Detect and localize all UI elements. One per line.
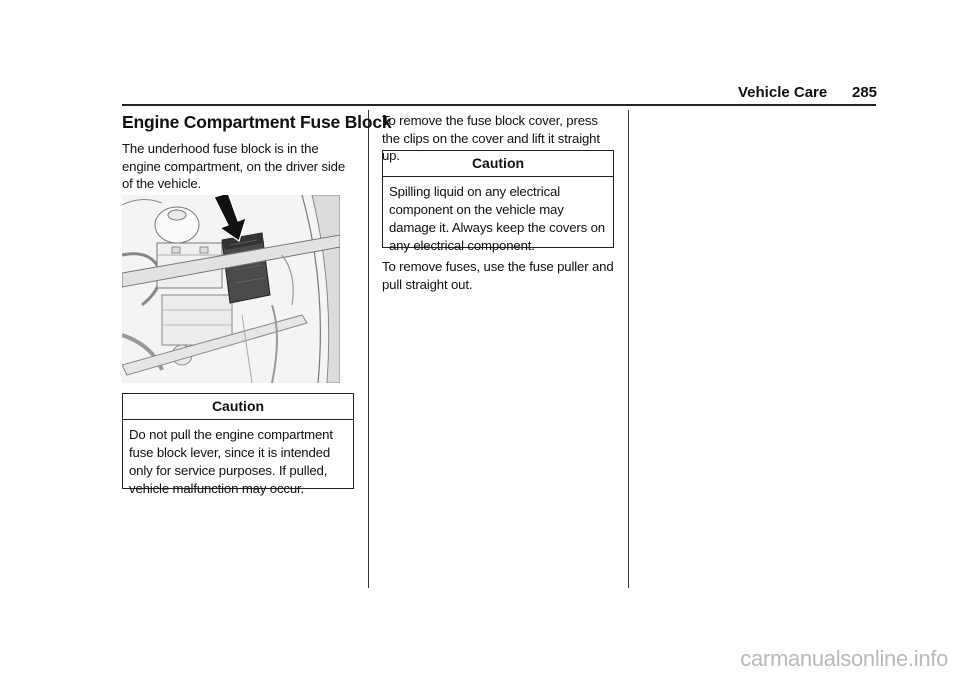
caution-title: Caution [123, 394, 353, 420]
remove-cover-paragraph: To remove the fuse block cover, press the clips on the cover and lift it straight up. [382, 113, 600, 163]
caution-text: Do not pull the engine compartment fuse block lever, since it is intended only for service purposes. If pulled, vehicle malfunction may occur. [129, 427, 333, 496]
watermark: carmanualsonline.info [740, 646, 948, 671]
section-heading: Engine Compartment Fuse Block [122, 112, 392, 132]
running-header-section: Vehicle Care [738, 84, 828, 101]
column-divider-left [368, 110, 369, 588]
engine-compartment-illustration [122, 195, 340, 383]
intro-paragraph: The underhood fuse block is in the engine compartment, on the driver side of the vehicle. [122, 141, 346, 191]
caution-box-fuse-lever [122, 393, 354, 496]
caution-title: Caution [383, 151, 613, 177]
caution-box-liquid [382, 150, 614, 253]
remove-fuses-paragraph: To remove fuses, use the fuse puller and pull straight out. [382, 259, 614, 292]
header-rule [122, 104, 876, 106]
column-divider-right [628, 110, 629, 588]
caution-text: Spilling liquid on any electrical component on the vehicle may damage it. Always keep the covers on any electrical component. [389, 184, 605, 253]
page-number: 285 [852, 84, 878, 101]
